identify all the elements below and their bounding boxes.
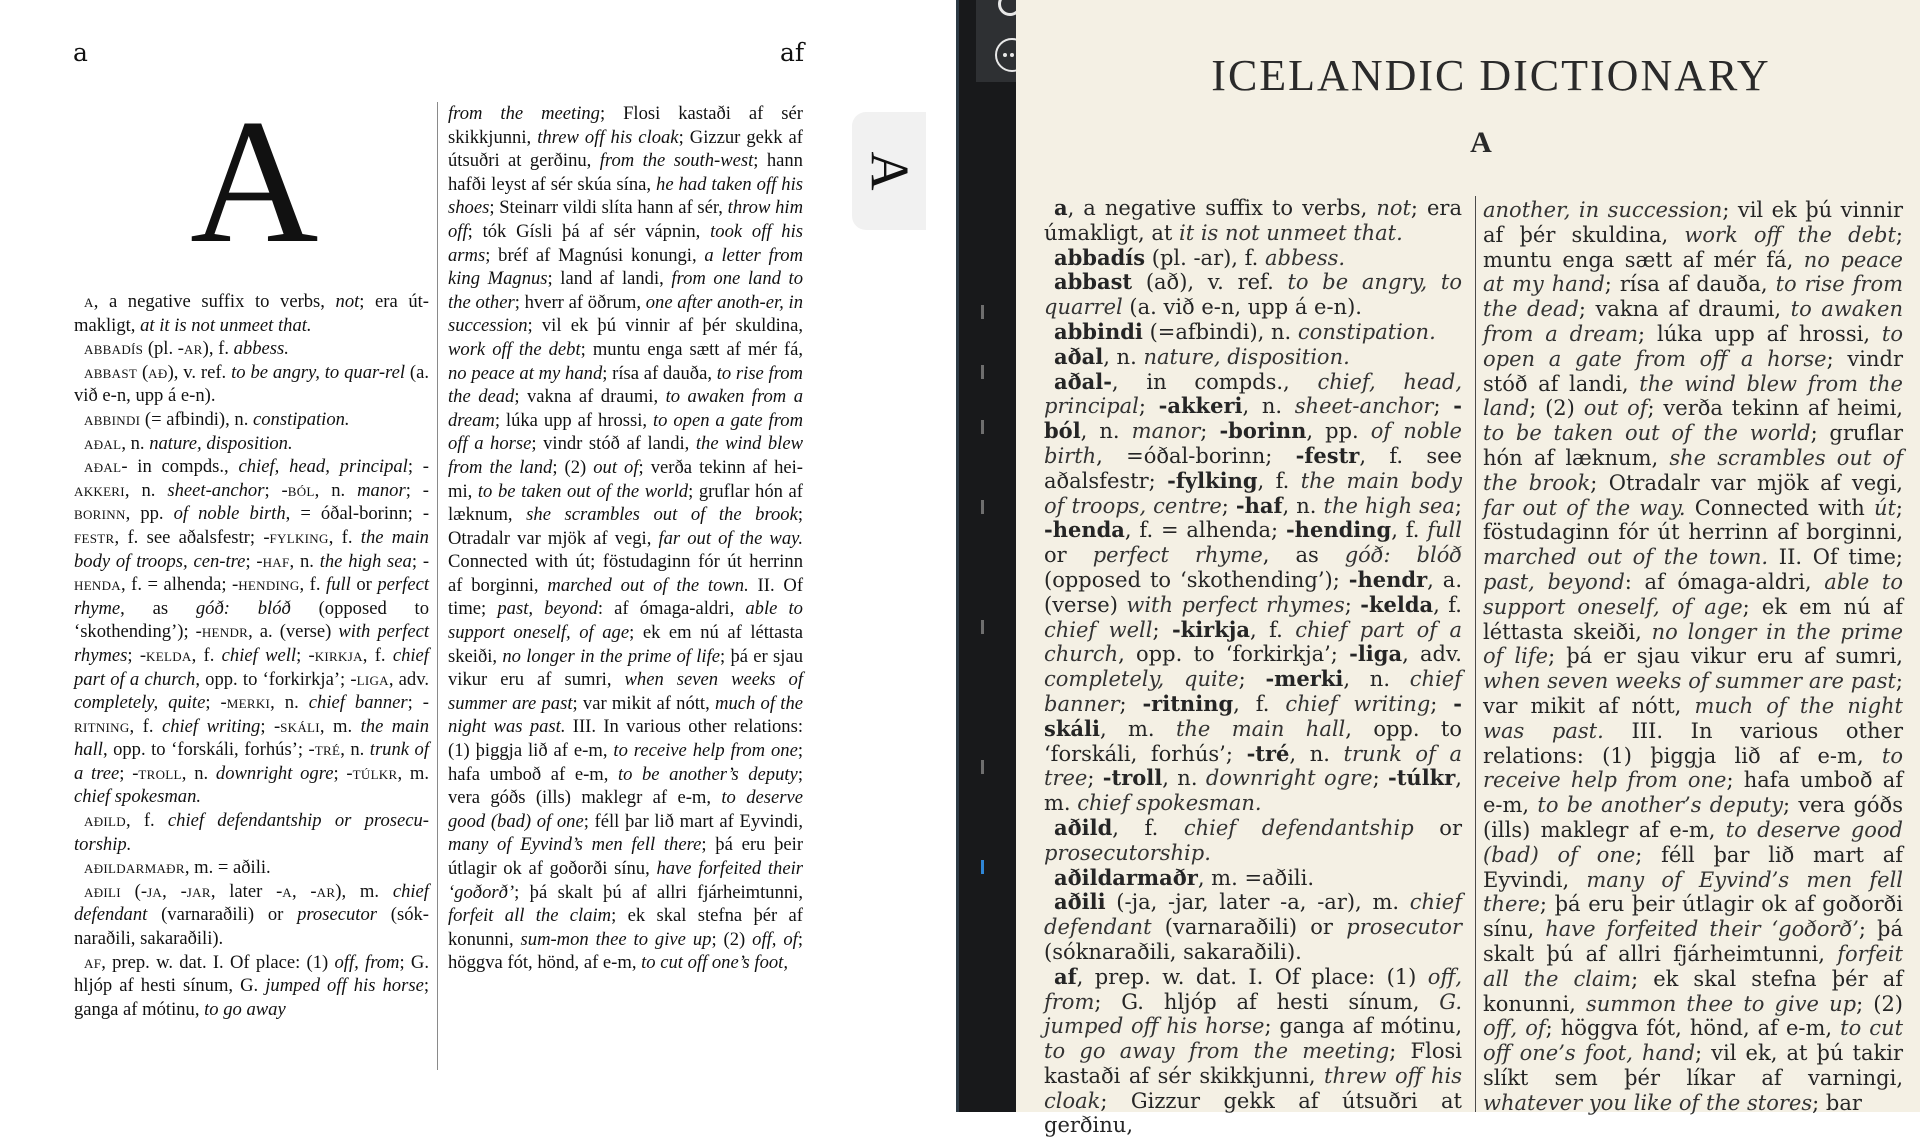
scan-entry-adildarmadr: aðildarmaðr, m. =aðili. xyxy=(1054,864,1315,890)
entry-abbast: abbast (að), v. ref. to be angry, to quar-rel (a. við e-n, upp á e-n). xyxy=(74,361,430,407)
scan-entry-af-continued: another, in succession; vil ek þú vinnir af þér skuldina, work off the debt; muntu enga sætt af mér fá, no peace at my hand; rísa af dauða, to rise from the dead; vakna af draumi, to awaken from a dream; lúka upp af hrossi, to open a gate from off a horse; vindr stóð af landi, the wind blew from the land; (2) out of; verða tekinn af heimi, to be taken out of the world; gruflar hón af læknum, she scrambles out of the brook; Otradalr var mjök af vegi, far out of the way. Connected with út; föstudaginn fór út herrinn af borginni, marched out of the town. II. Of time; past, beyond: af ómaga-aldri, able to support oneself, of age; ek em nú af léttasta skeiði, no longer in the prime of life; þá er sjau vikur eru af sumri, when seven weeks of summer are past; var mikit af nótt, much of the night was past. III. In various other relations: (1) þiggja lið af e-m, to receive help from one; hafa umboð af e-m, to be another’s deputy; vera góðs (ills) maklegr af e-m, to deserve good (bad) of one; féll þar lið mart af Eyvindi, many of Eyvind’s men fell there; þá eru þeir útlagir ok af goðorði sínu, have forfeited their ‘goðorð’; þá skalt þú af allri fjárheimtunni, forfeit all the claim; ek skal stefna þér af konunni, summon thee to give up; (2) off, of; höggva fót, hönd, af e-m, to cut off one’s foot, hand; vil ek, at þú takir slíkt sem þér líkar af varningi, whatever you like of the stores; bar xyxy=(1483,198,1904,1115)
entry-adildarmadr: aðildarmaðr, m. = aðili. xyxy=(84,857,271,879)
entry-abbadis: abbadís (pl. -ar), f. abbess. xyxy=(84,338,289,360)
entry-adal-compds: aðal- in compds., chief, head, principal; -akkeri, n. sheet-anchor; -ból, n. manor; -borinn, pp. of noble birth, = óðal-borinn; -festr, f. see aðalsfestr; -fylking, f. the main body of troops, cen-tre; -haf, n. the high sea; -henda, f. = alhenda; -hending, f. full or perfect rhyme, as góð: blóð (opposed to ‘skothending’); -hendr, a. (verse) with perfect rhymes; -kelda, f. chief well; -kirkja, f. chief part of a church, opp. to ‘forkirkja’; -liga, adv. completely, quite; -merki, n. chief banner; -ritning, f. chief writing; -skáli, m. the main hall, opp. to ‘forskáli, forhús’; -tré, n. trunk of a tree; -troll, n. downright ogre; -túlkr, m. chief spokesman. xyxy=(74,456,430,808)
letter-tab[interactable] xyxy=(852,112,926,230)
section-letter: A xyxy=(190,82,319,280)
scan-column-divider xyxy=(1475,196,1476,1112)
scan-title: ICELANDIC DICTIONARY xyxy=(1211,51,1771,100)
entry-af-continued: from the meeting; Flosi kastaði af sér skikkjunni, threw off his cloak; Gizzur gekk af útsuðri at gerðinu, from the south-west; hann hafði leyst af sér skúa sína, he had taken off his shoes; Steinarr vildi slíta hann af sér, throw him off; tók Gísli þá af sér vápnin, took off his arms; bréf af Magnúsi konungi, a letter from king Magnus; land af landi, from one land to the other; hverr af öðrum, one after anoth-er, in succession; vil ek þú vinnir af þér skuldina, work off the debt; muntu enga sætt af mér fá, no peace at my hand; rísa af dauða, to rise from the dead; vakna af draumi, to awaken from a dream; lúka upp af hrossi, to open a gate from off a horse; vindr stóð af landi, the wind blew from the land; (2) out of; verða tekinn af hei-mi, to be taken out of the world; gruflar hón af læknum, she scrambles out of the brook; Otradalr var mjök af vegi, far out of the way. Connected with út; föstudaginn fór út herrinn af borginni, marched out of the town. II. Of time; past, beyond: af ómaga-aldri, able to support oneself, of age; ek em nú af léttasta skeiði, no longer in the prime of life; þá er sjau vikur eru af sumri, when seven weeks of summer are past; var mikit af nótt, much of the night was past. III. In various other relations: (1) þiggja lið af e-m, to receive help from one; hafa umboð af e-m, to be another’s deputy; vera góðs (ills) maklegr af e-m, to deserve good (bad) of one; féll þar lið mart af Eyvindi, many of Eyvind’s men fell there; þá eru þeir útlagir ok af goðorði sínu, have forfeited their ‘goðorð’; þá skalt þú af allri fjárheimtunni, forfeit all the claim; ek skal stefna þér af konunni, sum-mon thee to give up; (2) off, of; höggva fót, hönd, af e-m, to cut off one’s foot, xyxy=(448,103,804,974)
running-head-left: a xyxy=(73,38,88,67)
scan-entry-abbindi: abbindi (=afbindi), n. constipation. xyxy=(1054,318,1436,344)
panel-marker xyxy=(981,620,984,634)
entry-abbindi: abbindi (= afbindi), n. constipation. xyxy=(84,408,350,430)
panel-marker xyxy=(981,420,984,434)
scan-entry-af: af, prep. w. dat. I. Of place: (1) off, from; G. hljóp af hesti sínum, G. jumped off his horse; ganga af mótinu, to go away from the meeting; Flosi kastaði af sér skikkjunni, threw off his cloak; Gizzur gekk af útsuðri at gerðinu, xyxy=(1044,963,1462,1138)
scan-entry-abbadis: abbadís (pl. -ar), f. abbess. xyxy=(1054,244,1346,270)
scan-entry-a: a, a negative suffix to verbs, not; era úmakligt, at it is not unmeet that. xyxy=(1044,195,1462,245)
panel-marker xyxy=(981,305,984,319)
entry-af: af, prep. w. dat. I. Of place: (1) off, from; G. hljóp af hesti sínum, G. jumped off his horse; ganga af mótinu, to go away xyxy=(74,951,429,1020)
scan-entry-adal: aðal, n. nature, disposition. xyxy=(1054,343,1350,369)
scan-entry-abbast: abbast (að), v. ref. to be angry, to quarrel (a. við e-n, upp á e-n). xyxy=(1044,269,1462,320)
scan-entry-adili: aðili (-ja, -jar, later -a, -ar), m. chief defendant (varnaraðili) or prosecutor (sóknaraðili, sakaraðili). xyxy=(1044,889,1462,964)
scan-column-2 xyxy=(1483,198,1903,1115)
side-panel xyxy=(956,0,1016,1112)
page-gutter xyxy=(926,0,956,1112)
column-divider xyxy=(437,102,438,1070)
transcription-page xyxy=(0,0,926,1112)
scan-entry-adild: aðild, f. chief defendantship or prosecutorship. xyxy=(1044,814,1462,865)
entry-adal: aðal, n. nature, disposition. xyxy=(84,432,293,454)
panel-marker xyxy=(981,760,984,774)
scanned-page xyxy=(1016,0,1920,1138)
entry-adili: aðili (-ja, -jar, later -a, -ar), m. chief defendant (varnaraðili) or prosecutor (sók-naraðili, sakaraðili). xyxy=(74,880,429,950)
panel-marker xyxy=(981,500,984,514)
panel-marker-active xyxy=(981,860,984,874)
running-head-right: af xyxy=(780,38,805,67)
text-column-2 xyxy=(448,102,803,975)
text-column-1 xyxy=(74,290,429,1021)
panel-marker xyxy=(981,365,984,379)
scan-section-letter: A xyxy=(1470,126,1492,159)
scan-entry-adal-compds: aðal-, in compds., chief, head, principal; -akkeri, n. sheet-anchor; -ból, n. manor; -borinn, pp. of noble birth, =óðal-borinn; -festr, f. see aðalsfestr; -fylking, f. the main body of troops, centre; -haf, n. the high sea; -henda, f. = alhenda; -hending, f. full or perfect rhyme, as góð: blóð (opposed to ‘skothending’); -hendr, a. (verse) with perfect rhymes; -kelda, f. chief well; -kirkja, f. chief part of a church, opp. to ‘forkirkja’; -liga, adv. completely, quite; -merki, n. chief banner; -ritning, f. chief writing; -skáli, m. the main hall, opp. to ‘forskáli, forhús’; -tré, n. trunk of a tree; -troll, n. downright ogre; -túlkr, m. chief spokesman. xyxy=(1044,368,1463,816)
entry-a: a, a negative suffix to verbs, not; era út-makligt, at it is not unmeet that. xyxy=(74,291,429,336)
scan-column-1 xyxy=(1044,196,1462,1138)
panel-edge xyxy=(956,0,959,1112)
entry-adild: aðild, f. chief defendantship or prosecu-torship. xyxy=(74,810,429,855)
letter-tab-label: A xyxy=(859,151,919,191)
